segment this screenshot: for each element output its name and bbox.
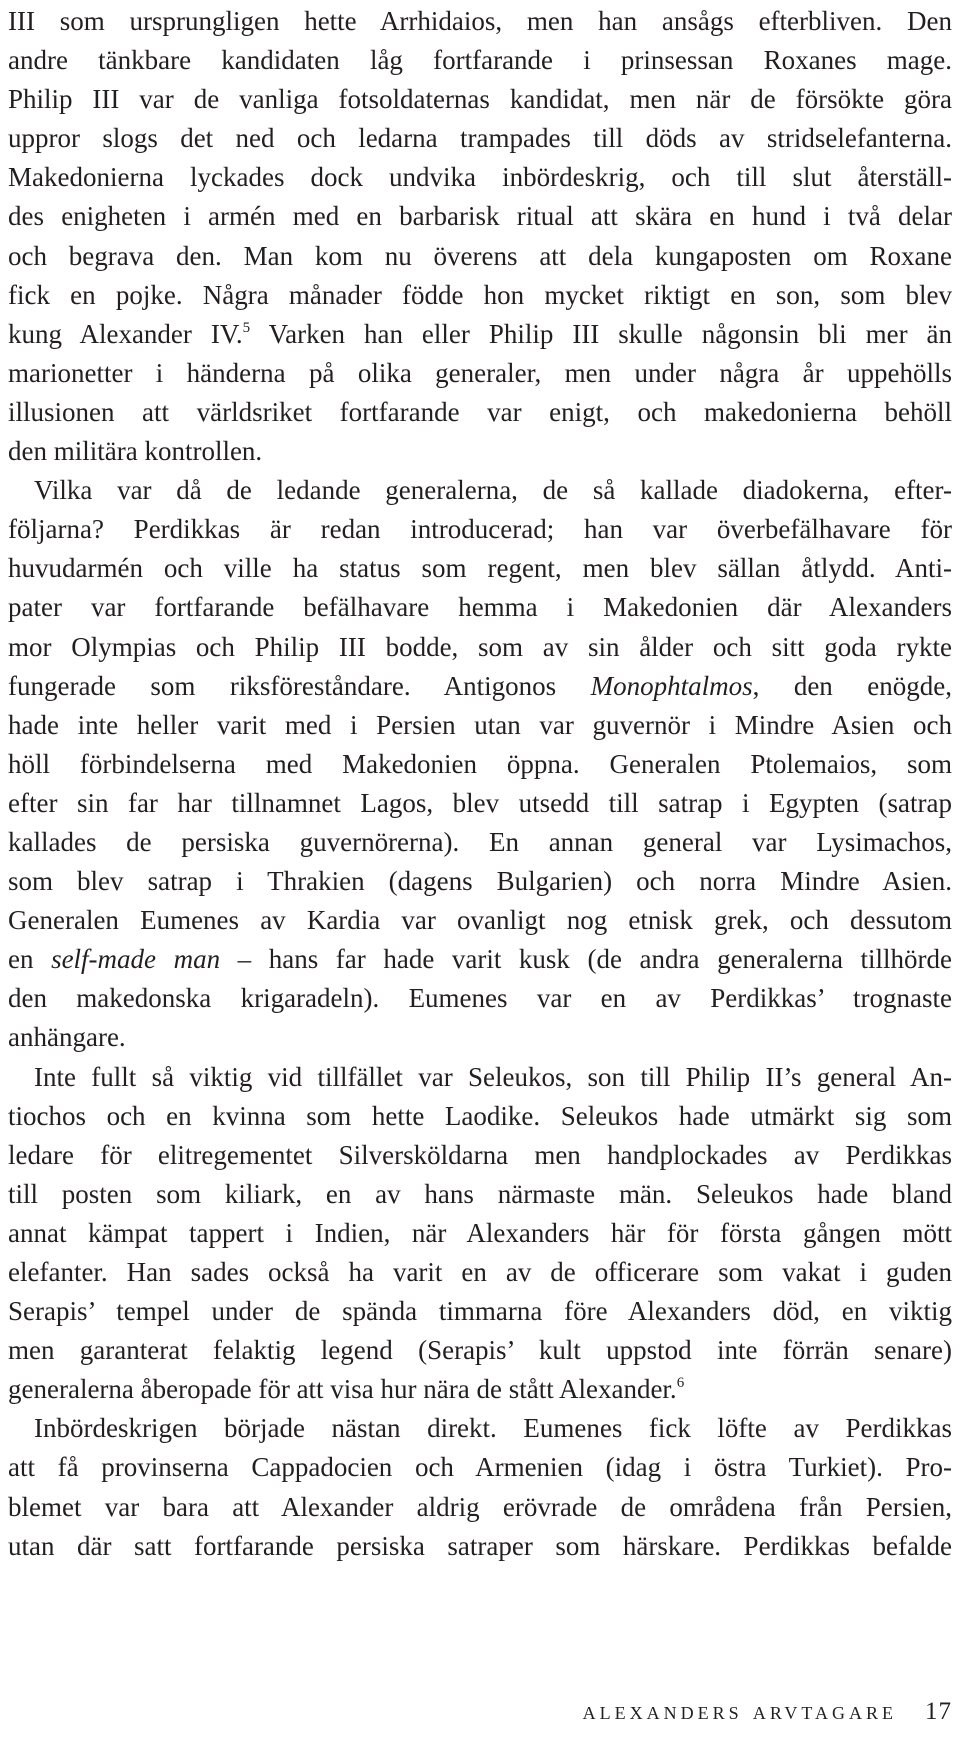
text-segment: fungerade som riksföreståndare. Antigonos: [8, 670, 591, 701]
text-line: höll förbindelserna med Makedonien öppna. Generalen Ptolemaios, som: [8, 748, 952, 779]
text-line: Makedonierna lyckades dock undvika inbördeskrig, och till slut återställ-: [8, 162, 952, 193]
italic-term: self-made man: [51, 944, 221, 975]
running-title: alexanders arvtagare: [582, 1698, 897, 1725]
text-line: Vilka var då de ledande generalerna, de så kallade diadokerna, efter-: [34, 475, 952, 506]
text-line: hade inte heller varit med i Persien utan var guvernör i Mindre Asien och: [8, 709, 952, 740]
text-line: [8, 667, 952, 706]
text-segment: Varken han eller Philip III skulle någonsin bli mer än: [250, 318, 952, 349]
text-line: och begrava den. Man kom nu överens att dela kungaposten om Roxane: [8, 240, 952, 271]
text-line: utan där satt fortfarande persiska satraper som härskare. Perdikkas befalde: [8, 1530, 952, 1561]
text-line: [8, 1370, 952, 1409]
text-line: elefanter. Han sades också ha varit en av de officerare som vakat i guden: [8, 1257, 952, 1287]
text-line: den militära kontrollen.: [8, 436, 263, 467]
text-line: [8, 940, 952, 979]
text-line: Philip III var de vanliga fotsoldaternas kandidat, men när de försökte göra: [8, 84, 952, 115]
footnote-marker[interactable]: 6: [676, 1375, 685, 1392]
text-line: marionetter i händerna på olika generaler, men under några år uppehölls: [8, 357, 952, 388]
text-line: [8, 315, 952, 354]
text-segment: en: [8, 944, 52, 975]
text-line: pater var fortfarande befälhavare hemma i Makedonien där Alexanders: [8, 592, 952, 623]
text-line: tiochos och en kvinna som hette Laodike. Seleukos hade utmärkt sig som: [8, 1100, 952, 1131]
text-line: mor Olympias och Philip III bodde, som av sin ålder och sitt goda rykte: [8, 631, 952, 662]
footnote-marker[interactable]: 5: [242, 319, 251, 336]
text-line: uppror slogs det ned och ledarna trampades till döds av stridselefanterna.: [8, 123, 952, 154]
text-segment: – hans far hade varit kusk (de andra generalerna tillhörde: [220, 944, 952, 975]
text-line: Serapis’ tempel under de spända timmarna före Alexanders död, en viktig: [8, 1296, 952, 1327]
text-segment: kung Alexander IV.: [8, 318, 243, 349]
text-line: Inbördeskrigen började nästan direkt. Eumenes fick löfte av Perdikkas: [34, 1413, 952, 1444]
text-line: till posten som kiliark, en av hans närmaste män. Seleukos hade bland: [8, 1178, 952, 1209]
text-line: III som ursprungligen hette Arrhidaios, men han ansågs efterbliven. Den: [8, 6, 952, 36]
book-page: [8, 2, 952, 1566]
text-line: huvudarmén och ville ha status som regent, men blev sällan åtlydd. Anti-: [8, 553, 952, 584]
text-line: des enigheten i armén med en barbarisk ritual att skära en hund i två delar: [8, 201, 952, 232]
text-line: andre tänkbare kandidaten låg fortfarande i prinsessan Roxanes mage.: [8, 45, 952, 76]
italic-term: Monophtalmos: [590, 670, 753, 701]
text-segment: generalerna åberopade för att visa hur nära de stått Alexander.: [8, 1374, 677, 1405]
text-line: fick en pojke. Några månader födde hon mycket riktigt en son, som blev: [8, 279, 952, 310]
text-line: att få provinserna Cappadocien och Armenien (idag i östra Turkiet). Pro-: [8, 1452, 952, 1483]
text-line: ledare för elitregementet Silversköldarna men handplockades av Perdikkas: [8, 1139, 952, 1170]
text-line: som blev satrap i Thrakien (dagens Bulgarien) och norra Mindre Asien.: [8, 866, 952, 897]
page-footer: [0, 1698, 952, 1726]
text-line: efter sin far har tillnamnet Lagos, blev utsedd till satrap i Egypten (satrap: [8, 787, 952, 818]
text-line: illusionen att världsriket fortfarande var enigt, och makedonierna behöll: [8, 396, 952, 427]
text-line: blemet var bara att Alexander aldrig erövrade de områdena från Persien,: [8, 1491, 952, 1522]
page-number: 17: [925, 1698, 952, 1725]
text-line: men garanterat felaktig legend (Serapis’ kult uppstod inte förrän senare): [8, 1335, 952, 1366]
text-line: den makedonska krigaradeln). Eumenes var en av Perdikkas’ trognaste: [8, 983, 952, 1014]
text-line: Generalen Eumenes av Kardia var ovanligt nog etnisk grek, och dessutom: [8, 905, 952, 936]
text-line: annat kämpat tappert i Indien, när Alexanders här för första gången mött: [8, 1217, 952, 1248]
text-line: följarna? Perdikkas är redan introducerad; han var överbefälhavare för: [8, 514, 952, 545]
text-line: anhängare.: [8, 1022, 126, 1053]
text-segment: , den enögde,: [752, 670, 952, 701]
text-line: kallades de persiska guvernörerna). En annan general var Lysimachos,: [8, 826, 952, 857]
text-line: Inte fullt så viktig vid tillfället var Seleukos, son till Philip II’s general An-: [34, 1061, 952, 1092]
